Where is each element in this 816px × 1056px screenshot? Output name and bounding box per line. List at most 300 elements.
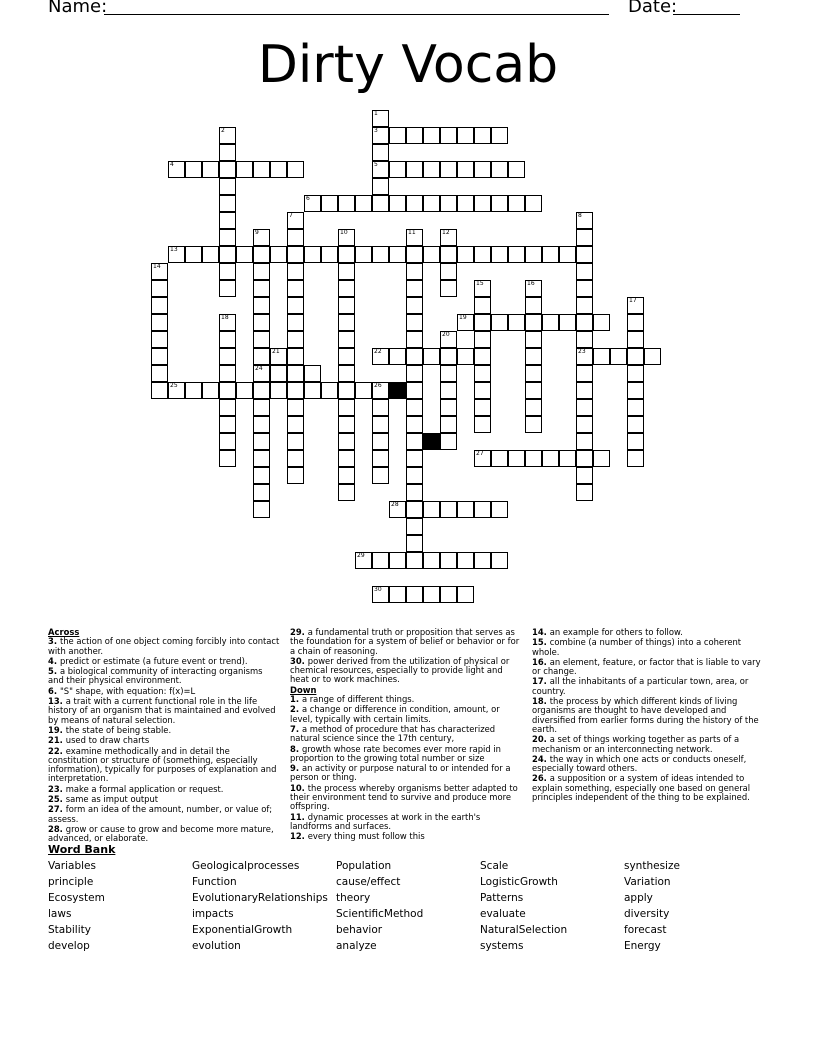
grid-cell[interactable] (474, 552, 491, 569)
clue-number: 17 (629, 297, 637, 304)
grid-cell[interactable] (389, 127, 406, 144)
grid-cell[interactable] (491, 246, 508, 263)
grid-cell[interactable] (474, 416, 491, 433)
clue-number-label: 11. (290, 811, 308, 822)
grid-cell[interactable] (304, 382, 321, 399)
grid-cell[interactable] (525, 246, 542, 263)
grid-cell[interactable] (389, 586, 406, 603)
grid-cell[interactable] (372, 450, 389, 467)
grid-cell[interactable] (253, 484, 270, 501)
clue-number-label: 5. (48, 666, 60, 677)
grid-cell[interactable] (372, 178, 389, 195)
clue-item (48, 667, 280, 686)
grid-cell[interactable] (219, 314, 236, 331)
grid-cell[interactable] (491, 314, 508, 331)
grid-cell[interactable] (287, 246, 304, 263)
grid-cell[interactable] (474, 280, 491, 297)
grid-cell[interactable] (406, 297, 423, 314)
grid-cell[interactable] (576, 484, 593, 501)
grid-cell[interactable] (338, 450, 355, 467)
grid-cell[interactable] (576, 280, 593, 297)
grid-cell[interactable] (406, 433, 423, 450)
grid-cell[interactable] (253, 399, 270, 416)
grid-cell[interactable] (270, 365, 287, 382)
grid-cell[interactable] (219, 263, 236, 280)
grid-cell[interactable] (253, 246, 270, 263)
grid-cell[interactable] (253, 280, 270, 297)
grid-cell[interactable] (219, 178, 236, 195)
grid-cell[interactable] (253, 450, 270, 467)
grid-cell[interactable] (423, 552, 440, 569)
grid-cell[interactable] (372, 416, 389, 433)
grid-cell[interactable] (423, 586, 440, 603)
grid-cell[interactable] (457, 314, 474, 331)
grid-cell[interactable] (236, 382, 253, 399)
grid-cell[interactable] (151, 314, 168, 331)
grid-cell[interactable] (270, 161, 287, 178)
grid-cell[interactable] (372, 552, 389, 569)
grid-cell[interactable] (287, 399, 304, 416)
grid-cell[interactable] (576, 331, 593, 348)
clue-number-label: 30. (290, 655, 308, 666)
grid-cell[interactable] (525, 297, 542, 314)
grid-cell[interactable] (372, 110, 389, 127)
grid-cell[interactable] (287, 450, 304, 467)
grid-cell[interactable] (457, 127, 474, 144)
grid-cell[interactable] (423, 127, 440, 144)
grid-cell[interactable] (440, 399, 457, 416)
grid-cell[interactable] (219, 195, 236, 212)
grid-cell[interactable] (389, 348, 406, 365)
grid-cell[interactable] (406, 535, 423, 552)
grid-cell[interactable] (270, 382, 287, 399)
grid-cell[interactable] (440, 246, 457, 263)
grid-cell[interactable] (270, 246, 287, 263)
grid-cell[interactable] (338, 467, 355, 484)
grid-cell[interactable] (508, 246, 525, 263)
clue-number-label: 7. (290, 723, 302, 734)
grid-cell[interactable] (372, 467, 389, 484)
grid-cell[interactable] (219, 280, 236, 297)
grid-cell[interactable] (440, 416, 457, 433)
grid-cell[interactable] (406, 161, 423, 178)
grid-cell[interactable] (338, 399, 355, 416)
grid-cell[interactable] (406, 246, 423, 263)
grid-cell[interactable] (287, 433, 304, 450)
grid-cell[interactable] (525, 195, 542, 212)
grid-cell[interactable] (253, 297, 270, 314)
grid-cell[interactable] (338, 484, 355, 501)
grid-cell[interactable] (440, 331, 457, 348)
grid-cell[interactable] (593, 314, 610, 331)
grid-cell[interactable] (338, 297, 355, 314)
grid-cell[interactable] (474, 314, 491, 331)
grid-cell[interactable] (576, 433, 593, 450)
grid-cell[interactable] (236, 246, 253, 263)
grid-cell[interactable] (185, 161, 202, 178)
grid-cell[interactable] (440, 348, 457, 365)
grid-cell[interactable] (355, 552, 372, 569)
grid-cell[interactable] (491, 127, 508, 144)
grid-cell[interactable] (168, 382, 185, 399)
grid-cell[interactable] (576, 246, 593, 263)
grid-cell[interactable] (287, 263, 304, 280)
grid-cell[interactable] (372, 348, 389, 365)
grid-cell[interactable] (219, 212, 236, 229)
clue-number-label: 17. (532, 676, 550, 687)
grid-cell[interactable] (440, 586, 457, 603)
grid-cell[interactable] (287, 280, 304, 297)
clue-item (532, 628, 764, 637)
grid-cell[interactable] (168, 246, 185, 263)
grid-cell[interactable] (202, 161, 219, 178)
grid-cell[interactable] (219, 246, 236, 263)
grid-cell[interactable] (627, 297, 644, 314)
grid-cell[interactable] (151, 348, 168, 365)
grid-cell[interactable] (627, 331, 644, 348)
grid-cell[interactable] (406, 365, 423, 382)
clue-number: 27 (476, 450, 484, 457)
grid-cell[interactable] (576, 297, 593, 314)
grid-cell[interactable] (423, 501, 440, 518)
clue-number: 22 (374, 348, 382, 355)
grid-cell[interactable] (559, 246, 576, 263)
grid-cell[interactable] (219, 365, 236, 382)
grid-cell[interactable] (151, 365, 168, 382)
grid-cell[interactable] (321, 195, 338, 212)
grid-cell[interactable] (576, 382, 593, 399)
grid-cell[interactable] (474, 195, 491, 212)
grid-cell[interactable] (253, 331, 270, 348)
grid-cell[interactable] (593, 348, 610, 365)
grid-cell[interactable] (287, 212, 304, 229)
grid-cell[interactable] (440, 195, 457, 212)
grid-cell[interactable] (406, 552, 423, 569)
grid-cell[interactable] (576, 399, 593, 416)
grid-cell[interactable] (338, 280, 355, 297)
grid-cell[interactable] (457, 246, 474, 263)
grid-cell[interactable] (457, 586, 474, 603)
grid-cell[interactable] (576, 348, 593, 365)
grid-cell[interactable] (576, 314, 593, 331)
grid-cell[interactable] (644, 348, 661, 365)
grid-cell[interactable] (287, 229, 304, 246)
grid-cell[interactable] (185, 246, 202, 263)
grid-cell[interactable] (253, 433, 270, 450)
grid-cell[interactable] (525, 314, 542, 331)
grid-cell[interactable] (304, 246, 321, 263)
grid-cell[interactable] (219, 382, 236, 399)
grid-cell[interactable] (559, 450, 576, 467)
grid-cell[interactable] (253, 263, 270, 280)
grid-cell[interactable] (474, 297, 491, 314)
grid-cell[interactable] (287, 161, 304, 178)
clue-text: used to draw charts (65, 735, 150, 746)
grid-cell[interactable] (542, 450, 559, 467)
grid-cell[interactable] (576, 263, 593, 280)
grid-cell[interactable] (185, 382, 202, 399)
grid-cell[interactable] (253, 365, 270, 382)
grid-cell[interactable] (151, 263, 168, 280)
grid-cell[interactable] (474, 348, 491, 365)
grid-cell[interactable] (321, 246, 338, 263)
grid-cell[interactable] (287, 382, 304, 399)
word-bank-item: impacts (192, 908, 234, 920)
word-bank-item: analyze (336, 940, 377, 952)
grid-cell[interactable] (491, 501, 508, 518)
grid-cell[interactable] (287, 467, 304, 484)
grid-cell[interactable] (440, 365, 457, 382)
grid-cell[interactable] (168, 161, 185, 178)
grid-cell[interactable] (406, 331, 423, 348)
grid-cell[interactable] (457, 501, 474, 518)
grid-cell[interactable] (491, 161, 508, 178)
grid-cell[interactable] (253, 467, 270, 484)
grid-cell[interactable] (440, 501, 457, 518)
clue-item (290, 784, 522, 812)
grid-cell[interactable] (440, 263, 457, 280)
grid-cell[interactable] (627, 399, 644, 416)
grid-cell[interactable] (457, 195, 474, 212)
grid-cell[interactable] (389, 552, 406, 569)
grid-cell[interactable] (253, 501, 270, 518)
grid-cell[interactable] (406, 195, 423, 212)
grid-cell[interactable] (287, 416, 304, 433)
grid-cell[interactable] (542, 314, 559, 331)
grid-cell[interactable] (219, 450, 236, 467)
clue-number: 13 (170, 246, 178, 253)
grid-cell[interactable] (440, 433, 457, 450)
grid-cell[interactable] (151, 280, 168, 297)
grid-cell[interactable] (219, 229, 236, 246)
clue-text: "S" shape, with equation: f(x)=L (59, 685, 196, 696)
grid-cell[interactable] (287, 297, 304, 314)
grid-cell[interactable] (253, 314, 270, 331)
grid-cell[interactable] (593, 450, 610, 467)
grid-cell[interactable] (525, 382, 542, 399)
grid-cell[interactable] (372, 246, 389, 263)
grid-cell[interactable] (236, 161, 253, 178)
grid-cell[interactable] (389, 195, 406, 212)
grid-cell[interactable] (372, 586, 389, 603)
grid-cell[interactable] (491, 195, 508, 212)
grid-cell[interactable] (627, 382, 644, 399)
grid-cell[interactable] (440, 382, 457, 399)
grid-cell[interactable] (440, 552, 457, 569)
grid-cell[interactable] (474, 382, 491, 399)
grid-cell[interactable] (627, 314, 644, 331)
clue-number-label: 16. (532, 656, 550, 667)
grid-cell[interactable] (219, 348, 236, 365)
grid-cell[interactable] (406, 399, 423, 416)
clue-number: 16 (527, 280, 535, 287)
grid-cell[interactable] (151, 331, 168, 348)
grid-cell[interactable] (576, 365, 593, 382)
grid-cell[interactable] (372, 161, 389, 178)
grid-cell[interactable] (627, 450, 644, 467)
grid-cell[interactable] (423, 161, 440, 178)
grid-cell[interactable] (423, 348, 440, 365)
grid-cell[interactable] (253, 382, 270, 399)
word-bank-item: Patterns (480, 892, 524, 904)
grid-cell[interactable] (406, 467, 423, 484)
grid-cell[interactable] (525, 399, 542, 416)
grid-cell[interactable] (508, 195, 525, 212)
grid-cell[interactable] (253, 229, 270, 246)
grid-cell[interactable] (406, 314, 423, 331)
grid-cell[interactable] (219, 127, 236, 144)
grid-cell[interactable] (423, 246, 440, 263)
grid-cell[interactable] (440, 127, 457, 144)
grid-cell[interactable] (389, 246, 406, 263)
grid-cell[interactable] (338, 246, 355, 263)
grid-cell[interactable] (287, 314, 304, 331)
grid-cell[interactable] (406, 382, 423, 399)
grid-cell[interactable] (525, 348, 542, 365)
grid-cell[interactable] (219, 144, 236, 161)
grid-cell[interactable] (406, 484, 423, 501)
grid-cell[interactable] (406, 518, 423, 535)
grid-cell[interactable] (253, 348, 270, 365)
grid-cell[interactable] (355, 195, 372, 212)
grid-cell[interactable] (287, 348, 304, 365)
grid-cell[interactable] (440, 161, 457, 178)
grid-cell[interactable] (219, 433, 236, 450)
grid-cell[interactable] (525, 450, 542, 467)
grid-cell[interactable] (219, 331, 236, 348)
clue-number: 28 (391, 501, 399, 508)
clue-number-label: 2. (290, 704, 302, 715)
grid-cell[interactable] (576, 229, 593, 246)
grid-cell[interactable] (423, 195, 440, 212)
grid-cell[interactable] (338, 331, 355, 348)
grid-cell[interactable] (406, 348, 423, 365)
grid-cell[interactable] (491, 450, 508, 467)
grid-cell[interactable] (491, 552, 508, 569)
grid-cell[interactable] (457, 348, 474, 365)
grid-cell[interactable] (474, 365, 491, 382)
grid-cell[interactable] (627, 433, 644, 450)
grid-cell[interactable] (389, 501, 406, 518)
grid-cell[interactable] (406, 263, 423, 280)
grid-cell[interactable] (338, 348, 355, 365)
grid-cell[interactable] (270, 348, 287, 365)
grid-cell[interactable] (287, 331, 304, 348)
grid-cell[interactable] (406, 229, 423, 246)
grid-cell[interactable] (338, 195, 355, 212)
grid-cell[interactable] (559, 314, 576, 331)
grid-cell[interactable] (219, 399, 236, 416)
grid-cell[interactable] (406, 450, 423, 467)
grid-cell[interactable] (576, 450, 593, 467)
grid-cell[interactable] (610, 348, 627, 365)
word-bank-item: diversity (624, 908, 670, 920)
grid-cell[interactable] (338, 433, 355, 450)
grid-cell[interactable] (372, 382, 389, 399)
grid-cell[interactable] (321, 382, 338, 399)
grid-cell[interactable] (253, 416, 270, 433)
grid-cell[interactable] (457, 552, 474, 569)
grid-cell[interactable] (372, 127, 389, 144)
grid-cell[interactable] (474, 501, 491, 518)
clue-item (290, 764, 522, 783)
grid-cell[interactable] (372, 399, 389, 416)
grid-cell[interactable] (474, 161, 491, 178)
grid-cell[interactable] (627, 365, 644, 382)
grid-cell[interactable] (576, 416, 593, 433)
grid-cell[interactable] (338, 314, 355, 331)
grid-cell[interactable] (389, 161, 406, 178)
grid-cell[interactable] (253, 161, 270, 178)
grid-cell[interactable] (355, 246, 372, 263)
grid-cell[interactable] (406, 501, 423, 518)
grid-cell[interactable] (525, 416, 542, 433)
grid-cell[interactable] (542, 246, 559, 263)
clue-number: 8 (578, 212, 582, 219)
grid-cell[interactable] (338, 229, 355, 246)
grid-cell[interactable] (372, 195, 389, 212)
grid-cell[interactable] (474, 450, 491, 467)
grid-cell[interactable] (219, 161, 236, 178)
word-bank-item: Stability (48, 924, 91, 936)
grid-cell[interactable] (440, 280, 457, 297)
grid-cell[interactable] (525, 280, 542, 297)
grid-cell[interactable] (474, 127, 491, 144)
grid-cell[interactable] (219, 416, 236, 433)
grid-cell[interactable] (525, 331, 542, 348)
clue-text: the process whereby organisms better adapted to their environment tend to survive and produce more offspring. (290, 782, 518, 812)
grid-cell[interactable] (576, 212, 593, 229)
grid-cell[interactable] (304, 195, 321, 212)
grid-cell[interactable] (474, 399, 491, 416)
grid-cell[interactable] (576, 467, 593, 484)
grid-cell[interactable] (287, 365, 304, 382)
clue-number: 11 (408, 229, 416, 236)
grid-cell[interactable] (151, 297, 168, 314)
grid-cell[interactable] (338, 382, 355, 399)
grid-cell[interactable] (525, 365, 542, 382)
grid-cell[interactable] (406, 586, 423, 603)
word-bank-item: EvolutionaryRelationships (192, 892, 328, 904)
grid-cell[interactable] (338, 416, 355, 433)
grid-cell[interactable] (508, 450, 525, 467)
grid-cell[interactable] (304, 365, 321, 382)
grid-cell[interactable] (508, 314, 525, 331)
grid-cell[interactable] (474, 246, 491, 263)
grid-cell[interactable] (202, 246, 219, 263)
grid-cell[interactable] (406, 280, 423, 297)
grid-cell[interactable] (338, 365, 355, 382)
grid-cell[interactable] (202, 382, 219, 399)
clue-item (48, 697, 280, 725)
word-bank-item: Ecosystem (48, 892, 105, 904)
grid-cell[interactable] (457, 161, 474, 178)
grid-cell[interactable] (440, 229, 457, 246)
grid-cell[interactable] (338, 263, 355, 280)
grid-cell[interactable] (627, 348, 644, 365)
grid-cell[interactable] (406, 127, 423, 144)
grid-cell[interactable] (151, 382, 168, 399)
grid-cell[interactable] (508, 161, 525, 178)
grid-cell[interactable] (372, 144, 389, 161)
grid-cell[interactable] (372, 433, 389, 450)
grid-cell[interactable] (627, 416, 644, 433)
word-bank-item: ExponentialGrowth (192, 924, 293, 936)
grid-cell[interactable] (406, 416, 423, 433)
grid-cell[interactable] (474, 331, 491, 348)
clue-number: 30 (374, 586, 382, 593)
grid-cell[interactable] (355, 382, 372, 399)
